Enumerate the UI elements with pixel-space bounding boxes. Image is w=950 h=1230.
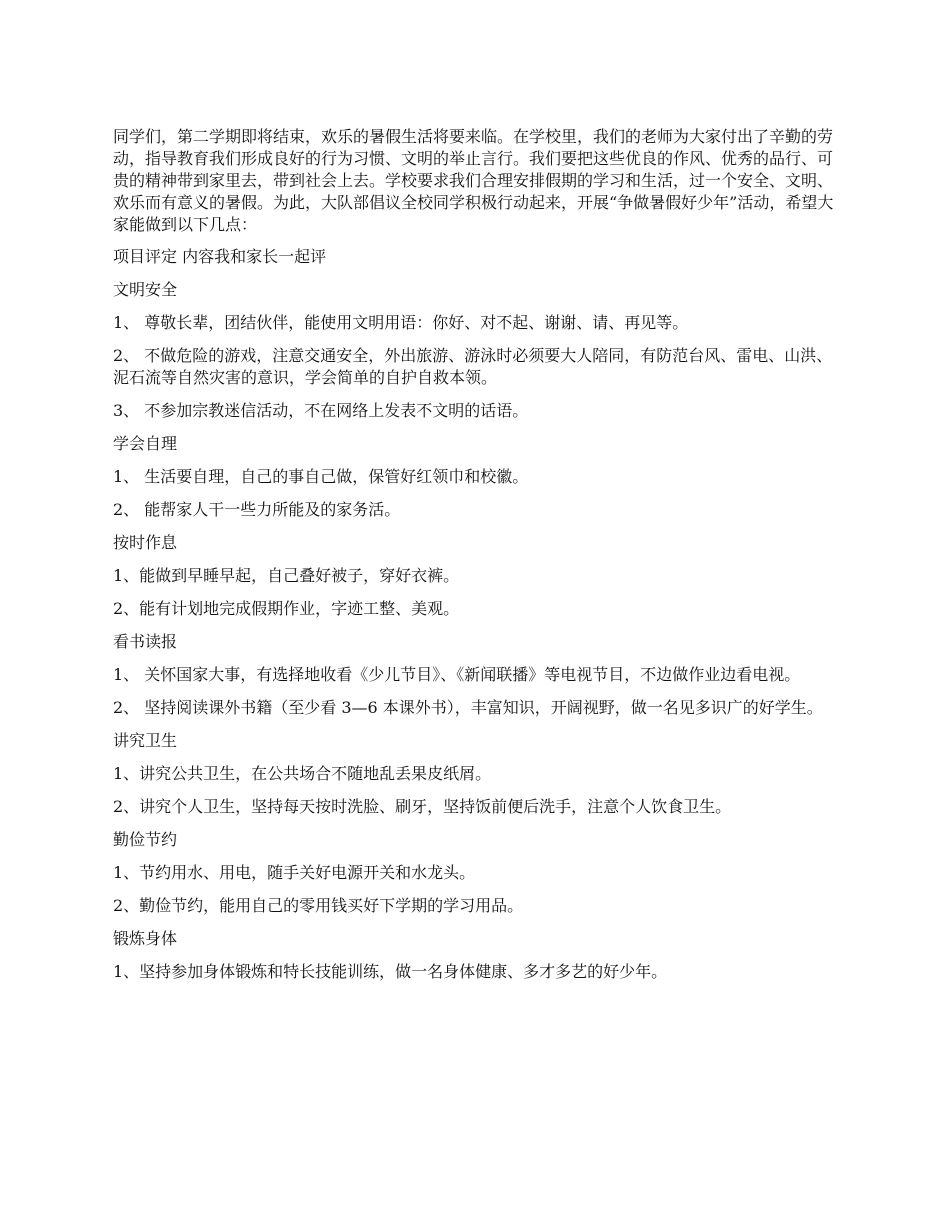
list-item: 2、能有计划地完成假期作业，字迹工整、美观。 — [113, 599, 460, 618]
table-header-line: 项目评定 内容我和家长一起评 — [113, 247, 327, 266]
list-item: 1、 关怀国家大事，有选择地收看《少儿节目》、《新闻联播》等电视节目，不边做作业边看电视。 — [113, 665, 801, 684]
list-item: 2、 能帮家人干一些力所能及的家务活。 — [113, 500, 401, 519]
section-exercise — [113, 928, 845, 983]
list-item: 1、节约用水、用电，随手关好电源开关和水龙头。 — [113, 863, 476, 882]
section-thrift — [113, 829, 845, 917]
intro-paragraph: 同学们，第二学期即将结束，欢乐的暑假生活将要来临。在学校里，我们的老师为大家付出了辛勤的劳动，指导教育我们形成良好的行为习惯、文明的举止言行。我们要把这些优良的作风、优秀的品行、可贵的精神带到家里去，带到社会上去。学校要求我们合理安排假期的学习和生活，过一个安全、文明、欢乐而有意义的暑假。为此，大队部倡议全校同学积极行动起来，开展“争做暑假好少年”活动，希望大家能做到以下几点： — [113, 127, 834, 234]
list-item: 1、讲究公共卫生，在公共场合不随地乱丢果皮纸屑。 — [113, 764, 492, 783]
section-heading: 文明安全 — [113, 280, 178, 299]
section-heading: 讲究卫生 — [113, 731, 178, 750]
document-body — [113, 126, 845, 994]
list-item: 3、 不参加宗教迷信活动，不在网络上发表不文明的话语。 — [113, 401, 529, 420]
section-heading: 勤俭节约 — [113, 830, 178, 849]
list-item: 1、 生活要自理，自己的事自己做，保管好红领巾和校徽。 — [113, 467, 529, 486]
section-schedule — [113, 532, 845, 620]
section-heading: 学会自理 — [113, 434, 178, 453]
section-reading — [113, 631, 845, 719]
list-item: 2、 坚持阅读课外书籍（至少看 3—6 本课外书），丰富知识，开阔视野，做一名见多识广的好学生。 — [113, 698, 823, 717]
list-item: 1、 尊敬长辈，团结伙伴，能使用文明用语：你好、对不起、谢谢、请、再见等。 — [113, 313, 689, 332]
section-heading: 看书读报 — [113, 632, 178, 651]
section-heading: 按时作息 — [113, 533, 178, 552]
section-self-care — [113, 433, 845, 521]
section-hygiene — [113, 730, 845, 818]
list-item: 2、讲究个人卫生，坚持每天按时洗脸、刷牙，坚持饭前便后洗手，注意个人饮食卫生。 — [113, 797, 732, 816]
list-item: 1、能做到早睡早起，自己叠好被子，穿好衣裤。 — [113, 566, 460, 585]
list-item: 1、坚持参加身体锻炼和特长技能训练，做一名身体健康、多才多艺的好少年。 — [113, 962, 668, 981]
section-heading: 锻炼身体 — [113, 929, 178, 948]
list-item: 2、 不做危险的游戏，注意交通安全，外出旅游、游泳时必须要大人陪同，有防范台风、雷电、山洪、泥石流等自然灾害的意识，学会简单的自护自救本领。 — [113, 346, 833, 387]
section-civility-safety — [113, 279, 845, 422]
list-item: 2、勤俭节约，能用自己的零用钱买好下学期的学习用品。 — [113, 896, 524, 915]
